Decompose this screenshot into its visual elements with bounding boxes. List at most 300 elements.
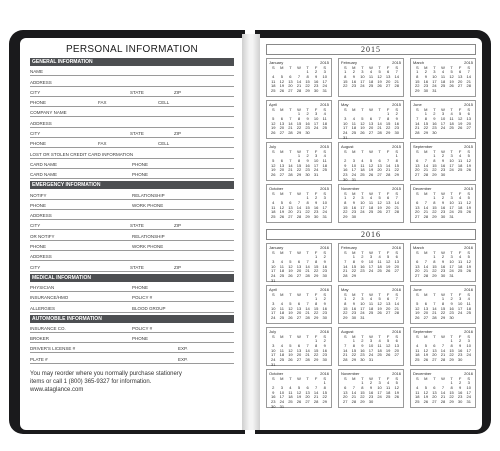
day-number: 21: [385, 167, 391, 173]
day-number: 11: [386, 384, 391, 390]
day-number: 30: [343, 176, 348, 182]
form-line[interactable]: [30, 282, 234, 292]
form-line[interactable]: [30, 241, 234, 251]
day-number: 22: [351, 268, 357, 274]
weekday-letter: S: [467, 334, 471, 339]
month-year: 2016: [464, 329, 473, 334]
day-number: 16: [313, 204, 319, 210]
day-number: 23: [432, 125, 437, 131]
form-line[interactable]: [30, 159, 234, 169]
day-number: 6: [467, 111, 470, 116]
month-name: March: [413, 60, 425, 65]
day-number: 12: [423, 389, 429, 395]
day-number: 17: [440, 120, 446, 126]
form-line[interactable]: [30, 220, 234, 230]
day-number: 23: [351, 209, 357, 215]
day-number: 14: [394, 73, 399, 79]
weekday-letter: M: [280, 149, 284, 154]
form-line[interactable]: [30, 107, 234, 117]
day-number: 19: [457, 120, 463, 126]
day-number: 27: [415, 214, 420, 220]
day-number: 30: [360, 357, 365, 363]
weekday-letter: S: [395, 149, 399, 154]
form-line[interactable]: [30, 353, 234, 363]
day-number: 23: [360, 352, 365, 358]
weekday-letter: T: [378, 292, 381, 297]
day-number: 29: [432, 214, 437, 220]
field-label: PHONE: [30, 244, 47, 250]
day-number: 3: [352, 157, 355, 163]
spine: [242, 34, 260, 430]
form-line[interactable]: [30, 148, 234, 158]
month-name: March: [413, 245, 425, 250]
weekday-letter: F: [386, 250, 390, 255]
form-line[interactable]: [30, 230, 234, 240]
day-number: 10: [360, 73, 365, 79]
month-calendar: [338, 285, 404, 324]
day-number: 23: [322, 268, 327, 274]
day-number: 24: [368, 352, 374, 358]
weekday-letter: M: [352, 107, 356, 112]
weekday-letter: S: [271, 250, 275, 255]
section-header: AUTOMOBILE INFORMATION: [30, 315, 234, 323]
day-number: 23: [360, 268, 365, 274]
day-number: 19: [466, 162, 471, 168]
day-number: 6: [395, 338, 398, 343]
day-number: 2: [441, 153, 445, 158]
day-number: 24: [279, 399, 285, 405]
weekday-letter: F: [458, 376, 462, 381]
field-label: BROKER: [30, 336, 50, 342]
day-number: 12: [288, 347, 293, 353]
day-number: 19: [466, 263, 471, 269]
field-label: ZIP: [174, 264, 182, 270]
day-number: 22: [305, 83, 310, 89]
day-grid: [413, 339, 473, 363]
day-number: 19: [415, 310, 420, 316]
day-number: 7: [416, 115, 419, 121]
day-number: 19: [466, 204, 471, 210]
day-number: 15: [343, 78, 348, 84]
day-number: 27: [394, 352, 399, 358]
day-number: 28: [423, 273, 429, 279]
day-number: 12: [360, 120, 365, 126]
weekday-letter: M: [424, 191, 428, 196]
weekday-letter: S: [323, 191, 327, 196]
field-label: ALLERGIES: [30, 305, 56, 311]
day-number: 7: [395, 195, 398, 200]
day-number: 10: [368, 342, 374, 348]
field-label: EXP.: [178, 356, 188, 362]
day-number: 18: [385, 389, 391, 395]
form-line[interactable]: [30, 66, 234, 76]
weekday-letter: S: [415, 250, 419, 255]
weekday-letter: S: [467, 292, 471, 297]
day-number: 4: [378, 254, 381, 259]
day-number: 1: [395, 153, 398, 158]
day-number: 14: [423, 263, 429, 269]
day-number: 31: [360, 315, 365, 321]
day-number: 30: [440, 214, 446, 220]
month-year: 2016: [320, 329, 329, 334]
day-number: 17: [360, 78, 365, 84]
weekday-letter: F: [314, 292, 318, 297]
weekday-letter: T: [289, 107, 292, 112]
weekday-letter: S: [467, 376, 471, 381]
year-header: 2015: [266, 44, 476, 55]
day-number: 30: [322, 357, 327, 363]
day-number: 25: [279, 315, 285, 321]
day-number: 16: [351, 305, 357, 311]
day-number: 12: [385, 258, 391, 264]
field-label: ZIP: [174, 131, 182, 137]
day-number: 10: [322, 73, 327, 79]
day-number: 24: [322, 209, 327, 215]
day-number: 31: [449, 273, 454, 279]
day-number: 3: [459, 296, 462, 301]
weekday-letter: T: [361, 334, 364, 339]
weekday-letter: T: [289, 191, 292, 196]
weekday-letter: S: [343, 107, 347, 112]
weekday-letter: S: [323, 292, 327, 297]
day-number: 23: [440, 268, 446, 274]
calendar-years: [266, 44, 476, 408]
day-number: 22: [432, 209, 437, 215]
day-number: 20: [377, 167, 382, 173]
day-number: 13: [296, 347, 302, 353]
day-number: 10: [449, 199, 454, 205]
field-label: POLICY #: [132, 295, 153, 301]
weekday-letter: T: [289, 334, 292, 339]
month-name: October: [269, 186, 284, 191]
form-line[interactable]: [30, 302, 234, 312]
weekday-letter: T: [450, 292, 453, 297]
weekday-letter: M: [280, 334, 284, 339]
day-number: 20: [394, 263, 399, 269]
field-label: LOST OR STOLEN CREDIT CARD INFORMATION: [30, 151, 134, 157]
month-name: April: [269, 102, 278, 107]
day-number: 13: [377, 162, 382, 168]
day-number: 9: [315, 199, 318, 205]
day-grid: [269, 255, 329, 284]
day-number: 25: [288, 399, 293, 405]
day-number: 4: [352, 115, 355, 121]
month-calendar: [266, 142, 332, 181]
day-number: 10: [368, 258, 374, 264]
day-number: 5: [378, 296, 381, 301]
day-number: 17: [351, 167, 357, 173]
day-number: 27: [385, 83, 391, 89]
day-number: 13: [432, 389, 437, 395]
day-number: 13: [385, 300, 391, 306]
field-label: STATE: [130, 223, 144, 229]
day-number: 18: [415, 352, 420, 358]
weekday-letter: F: [386, 149, 390, 154]
day-number: 7: [289, 157, 292, 163]
day-number: 3: [323, 195, 326, 200]
day-number: 10: [466, 384, 471, 390]
weekday-letter: T: [433, 191, 436, 196]
form-line[interactable]: [30, 343, 234, 353]
day-grid: [413, 154, 473, 178]
weekday-letter: T: [450, 65, 453, 70]
day-number: 14: [343, 263, 348, 269]
day-number: 16: [322, 347, 327, 353]
month-name: December: [413, 371, 432, 376]
day-number: 12: [466, 199, 471, 205]
section-header: EMERGENCY INFORMATION: [30, 181, 234, 189]
day-number: 28: [432, 315, 437, 321]
day-number: 8: [344, 300, 347, 306]
day-number: 17: [432, 78, 437, 84]
field-label: CITY: [30, 223, 41, 229]
day-number: 24: [466, 352, 471, 358]
day-number: 1: [387, 111, 390, 116]
website-link[interactable]: www.ataglance.com: [30, 386, 84, 393]
day-number: 27: [279, 172, 285, 178]
weekday-letter: M: [424, 292, 428, 297]
day-number: 15: [440, 305, 446, 311]
day-number: 23: [322, 352, 327, 358]
weekday-letter: M: [352, 292, 356, 297]
day-number: 6: [297, 300, 301, 306]
day-number: 1: [306, 195, 309, 200]
day-number: 9: [459, 384, 462, 390]
day-number: 26: [466, 209, 471, 215]
form-line[interactable]: [30, 169, 234, 179]
day-number: 1: [315, 254, 318, 259]
day-number: 21: [305, 352, 310, 358]
day-number: 10: [432, 73, 437, 79]
day-number: 16: [457, 347, 463, 353]
day-number: 6: [306, 384, 309, 390]
day-grid: [413, 112, 473, 136]
form-line[interactable]: [30, 87, 234, 97]
day-number: 26: [415, 315, 420, 321]
day-number: 13: [296, 263, 302, 269]
form-line[interactable]: [30, 97, 234, 107]
day-number: 6: [289, 199, 292, 205]
weekday-letter: S: [415, 107, 419, 112]
day-number: 4: [280, 300, 283, 306]
day-number: 28: [296, 88, 302, 94]
month-year: 2015: [392, 186, 401, 191]
day-number: 14: [296, 204, 302, 210]
day-number: 21: [415, 125, 420, 131]
day-grid: [413, 381, 473, 405]
form-line[interactable]: [30, 333, 234, 343]
day-number: 16: [449, 305, 454, 311]
day-number: 17: [457, 305, 463, 311]
weekday-letter: W: [297, 107, 301, 112]
day-number: 21: [394, 78, 399, 84]
day-number: 28: [377, 130, 382, 136]
form-line[interactable]: [30, 251, 234, 261]
day-number: 22: [432, 268, 437, 274]
day-number: 8: [433, 199, 436, 205]
month-calendar: [410, 369, 476, 408]
day-number: 22: [360, 394, 365, 400]
day-number: 9: [352, 300, 355, 306]
form-line[interactable]: [30, 200, 234, 210]
day-number: 22: [385, 125, 391, 131]
weekday-letter: S: [395, 65, 399, 70]
month-name: August: [341, 329, 354, 334]
day-number: 4: [272, 73, 275, 79]
day-number: 25: [368, 209, 374, 215]
day-number: 28: [423, 172, 429, 178]
day-number: 25: [351, 130, 357, 136]
weekday-letter: M: [352, 191, 356, 196]
day-number: 27: [423, 315, 429, 321]
day-number: 13: [415, 162, 420, 168]
weekday-letter: M: [424, 149, 428, 154]
day-number: 26: [466, 167, 471, 173]
weekday-letter: M: [280, 191, 284, 196]
form-line[interactable]: [30, 323, 234, 333]
day-number: 1: [441, 296, 445, 301]
day-number: 30: [322, 315, 327, 321]
weekday-letter: T: [450, 334, 453, 339]
day-number: 12: [415, 305, 420, 311]
day-number: 27: [279, 130, 285, 136]
day-grid: [341, 112, 401, 141]
day-number: 25: [271, 214, 276, 220]
field-label: ADDRESS: [30, 213, 52, 219]
day-number: 21: [423, 167, 429, 173]
day-number: 11: [322, 115, 327, 121]
weekday-letter: T: [306, 191, 309, 196]
field-label: CELL: [158, 141, 170, 147]
day-number: 11: [368, 199, 374, 205]
month-calendar: [338, 100, 404, 139]
weekday-letter: T: [289, 250, 292, 255]
weekday-letter: S: [395, 191, 399, 196]
day-number: 5: [459, 111, 462, 116]
form-line[interactable]: [30, 189, 234, 199]
day-number: 7: [297, 73, 301, 79]
day-number: 26: [385, 268, 391, 274]
day-number: 4: [323, 153, 326, 158]
day-number: 2: [352, 69, 355, 74]
day-number: 18: [279, 310, 285, 316]
day-number: 24: [440, 125, 446, 131]
day-number: 19: [385, 347, 391, 353]
day-number: 24: [457, 310, 463, 316]
weekday-letter: S: [271, 191, 275, 196]
weekday-letter: W: [297, 376, 301, 381]
day-number: 15: [351, 263, 357, 269]
month-grid: [266, 58, 476, 223]
weekday-letter: T: [433, 107, 436, 112]
day-number: 28: [288, 172, 293, 178]
field-label: CITY: [30, 131, 41, 137]
form-line[interactable]: [30, 210, 234, 220]
day-number: 30: [394, 130, 399, 136]
weekday-letter: W: [369, 334, 373, 339]
year-header: 2016: [266, 229, 476, 240]
weekday-letter: M: [352, 250, 356, 255]
form-line[interactable]: [30, 138, 234, 148]
day-number: 16: [440, 263, 446, 269]
form-line[interactable]: [30, 292, 234, 302]
day-number: 6: [416, 258, 419, 264]
day-number: 5: [467, 153, 470, 158]
day-number: 23: [305, 125, 310, 131]
weekday-letter: M: [424, 376, 428, 381]
weekday-letter: S: [395, 107, 399, 112]
day-number: 11: [458, 157, 463, 163]
day-number: 1: [450, 338, 453, 343]
weekday-letter: T: [433, 292, 436, 297]
day-number: 28: [351, 399, 357, 405]
day-number: 2: [306, 111, 309, 116]
day-number: 1: [323, 380, 326, 385]
form-line[interactable]: [30, 128, 234, 138]
month-year: 2015: [464, 144, 473, 149]
month-year: 2016: [392, 371, 401, 376]
day-grid: [341, 339, 401, 363]
day-number: 30: [423, 88, 429, 94]
day-number: 30: [449, 315, 454, 321]
day-number: 4: [441, 69, 445, 74]
day-number: 26: [466, 268, 471, 274]
month-name: August: [341, 144, 354, 149]
day-number: 23: [351, 83, 357, 89]
month-calendar: [266, 285, 332, 324]
day-number: 23: [394, 125, 399, 131]
day-number: 2: [441, 195, 445, 200]
weekday-letter: T: [361, 149, 364, 154]
month-year: 2015: [392, 102, 401, 107]
day-number: 8: [352, 342, 355, 348]
day-number: 8: [315, 258, 318, 264]
day-number: 12: [288, 263, 293, 269]
day-number: 27: [394, 268, 399, 274]
weekday-letter: S: [343, 191, 347, 196]
form-line[interactable]: [30, 261, 234, 271]
weekday-letter: S: [415, 376, 419, 381]
day-number: 18: [271, 209, 276, 215]
day-number: 27: [368, 130, 374, 136]
day-number: 25: [415, 399, 420, 405]
day-number: 22: [449, 352, 454, 358]
day-number: 8: [416, 73, 419, 79]
field-label: ADDRESS: [30, 120, 52, 126]
day-number: 29: [449, 357, 454, 363]
weekday-letter: S: [415, 149, 419, 154]
day-number: 10: [449, 258, 454, 264]
month-year: 2015: [464, 186, 473, 191]
day-number: 1: [352, 254, 355, 259]
day-number: 2: [441, 254, 445, 259]
day-number: 21: [394, 305, 399, 311]
weekday-letter: M: [424, 107, 428, 112]
month-calendar: [266, 243, 332, 282]
day-number: 29: [313, 273, 319, 279]
day-number: 26: [385, 352, 391, 358]
day-number: 21: [351, 394, 357, 400]
day-number: 24: [322, 83, 327, 89]
form-line[interactable]: [30, 76, 234, 86]
day-number: 21: [377, 125, 382, 131]
weekday-letter: W: [369, 250, 373, 255]
day-number: 21: [305, 268, 310, 274]
day-number: 13: [288, 204, 293, 210]
field-label: BLOOD GROUP: [132, 305, 166, 311]
day-grid: [269, 297, 329, 321]
form-line[interactable]: [30, 117, 234, 127]
